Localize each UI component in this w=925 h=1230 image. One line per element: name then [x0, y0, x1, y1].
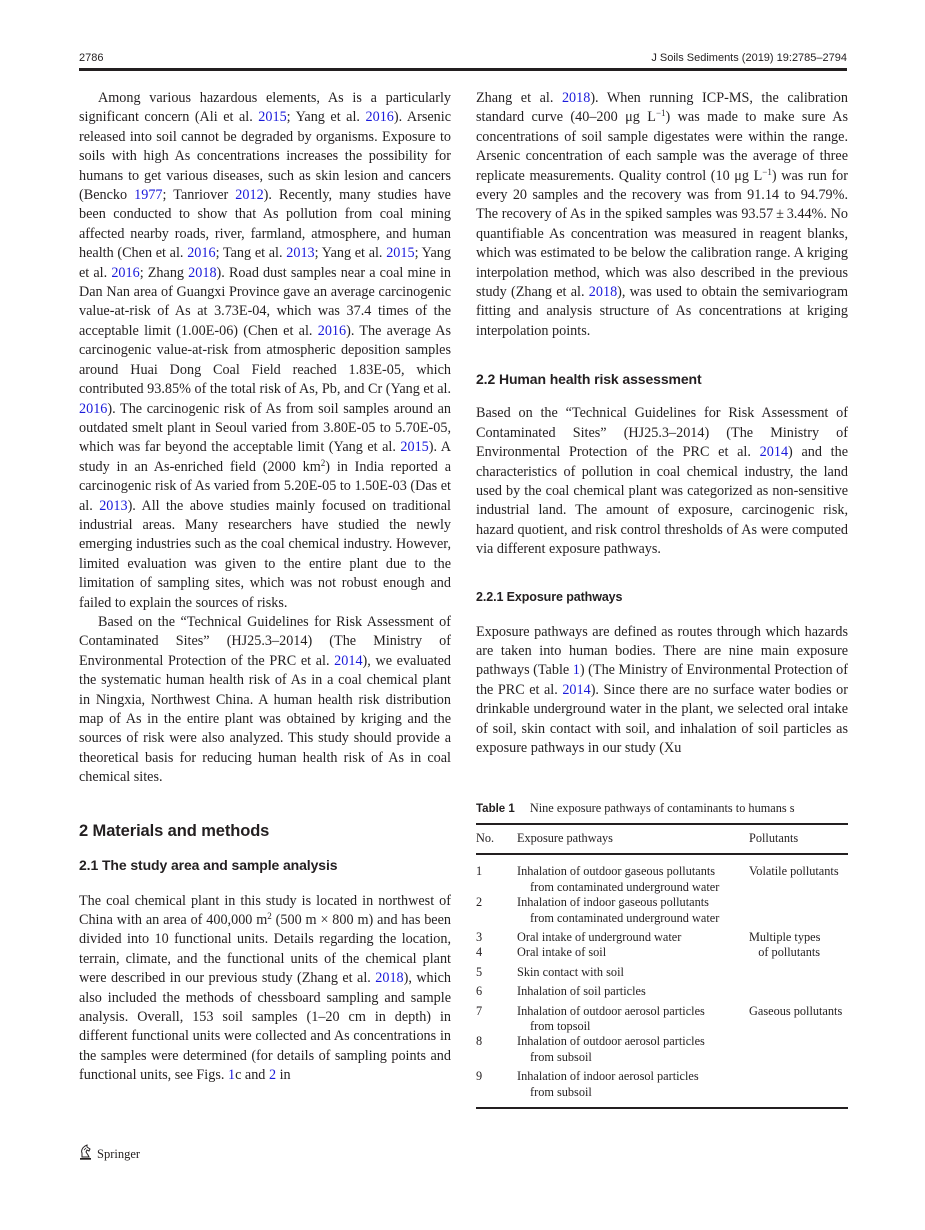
exposure-pathway-cell [517, 965, 749, 980]
citation-link[interactable]: 2016 [79, 400, 108, 417]
pollutant-cell [749, 895, 848, 926]
pathway-line-1: Skin contact with soil [517, 964, 624, 979]
citation-link[interactable]: 1 [227, 1067, 236, 1084]
row-number: 9 [476, 1069, 483, 1084]
sample-analysis-paragraph: Zhang et al. 2018). When running ICP-MS, the calibration standard curve (40–200 μg $L^{-1}$) was made to make sure As concentrations of soil sample digestates were within the range. Arsenic concentration of each sample was the average of three replicate measurements. Quality control (10 μg $L^{-1}$) was run for every 20 samples and the recovery was from 91.14 to 94.79%. The recovery of As in the spiked samples was 93.57 ± 3.44%. No quantifiable As concentration was measured in reagent blanks, which was estimated to be below the calibration range. A kriging interpolation method, which was also described in the previous study (Zhang et al. 2018), was used to obtain the semivariogram fitting and analysis structure of As concentrations at kriging interpolation points. [476, 90, 848, 339]
exposure-pathways-table [476, 825, 848, 853]
table-row [476, 1034, 848, 1065]
right-column [476, 89, 848, 758]
table-row [476, 965, 848, 980]
citation-link[interactable]: 2016 [187, 245, 216, 262]
superscript: 2 [320, 457, 326, 468]
table-caption-text: Nine exposure pathways of contaminants to humans s [529, 801, 795, 815]
row-number: 7 [476, 1003, 483, 1018]
citation-link[interactable]: 2014 [562, 681, 591, 698]
table-header-rule [476, 853, 848, 855]
pathway-line-2: from topsoil [530, 1019, 591, 1034]
pollutant-cell: of pollutants [749, 945, 821, 960]
pathway-line-1: Inhalation of indoor aerosol particles [517, 1069, 699, 1084]
pathway-line-1: Inhalation of outdoor gaseous pollutants [517, 864, 716, 879]
citation-link[interactable]: 2015 [258, 109, 287, 126]
pollutant-cell: Gaseous pollutants [749, 1003, 843, 1018]
pathway-line-1: Inhalation of indoor gaseous pollutants [517, 895, 709, 910]
column-header-no: No. [476, 831, 495, 845]
superscript: 2 [267, 911, 272, 922]
citation-link[interactable]: 2013 [99, 497, 128, 514]
exposure-pathway-cell [517, 1034, 749, 1065]
exposure-pathway-cell [517, 864, 749, 895]
pollutant-cell [749, 1069, 848, 1100]
publisher-name: Springer [97, 1146, 141, 1161]
pathway-line-2: from subsoil [530, 1084, 592, 1099]
row-number: 1 [476, 864, 483, 879]
intro-paragraph-1: Among various hazardous elements, As is a particularly significant concern (Ali et al. 2015; Yang et al. 2016). Arsenic released into soil cannot be degraded by organisms. Exposure to soils with high As concentrations increases the possibility for humans to get various diseases, such as skin lesion and cancers (Bencko 1977; Tanriover 2012). Recently, many studies have been conducted to show that As pollution from coal mining affected nearby roads, river, farmland, atmosphere, and human health (Chen et al. 2016; Tang et al. 2013; Yang et al. 2015; Yang et al. 2016; Zhang 2018). Road dust samples near a coal mine in Dan Nan area of Guangxi Province gave an average carcinogenic value-at-risk of As at 3.73E-04, which was 37.4 times of the acceptable limit (1.00E-06) (Chen et al. 2016). The average As carcinogenic value-at-risk from atmospheric deposition samples around Huai Dong Coal Field reached 1.83E-05, which contributed 93.85% of the total risk of As, Pb, and Cr (Yang et al. 2016). The carcinogenic risk of As from soil samples around an outdated smelt plant in Seoul varied from 3.80E-05 to 5.70E-05, which was far beyond the acceptable limit (Yang et al. 2015). A study in an As-enriched field (2000 $km^2$) in India reported a carcinogenic risk of As varied from 5.20E-05 to 1.50E-03 (Das et al. 2013). All the above studies mainly focused on traditional industrial areas. Many researchers have studied the newly emerging industries such as the coal chemical industry. However, limited evaluation was given to the entire plant due to the limitation of sampling sites, which was not robust enough and failed to explain the sources of risks. [79, 90, 452, 611]
page-footer [79, 1144, 140, 1164]
citation-link[interactable]: 2016 [317, 322, 347, 339]
left-column [79, 89, 451, 1086]
citation-link[interactable]: 1 [572, 662, 580, 679]
citation-link[interactable]: 1977 [134, 187, 163, 204]
pollutant-cell [749, 984, 848, 999]
header-rule [79, 68, 847, 71]
row-number: 8 [476, 1034, 483, 1049]
table-bottom-rule [476, 1107, 848, 1109]
exposure-pathways-table-body [476, 864, 848, 1100]
study-area-paragraph: The coal chemical plant in this study is located in northwest of China with an area of 400,000 $m^2$ (500 m × 800 m) and has been divided into 10 functional units. Details regarding the location, terrain, climate, and the functional units of the chemical plant were described in our previous study (Zhang et al. 2018), which also included the methods of chessboard sampling and sample analysis. Overall, 153 soil samples (1–20 cm in depth) in different functional units were collected and As concentrations in the samples were determined (for details of sampling points and functional units, see Figs. 1c and 2 in [79, 892, 451, 1084]
citation-link[interactable]: 2018 [588, 284, 618, 301]
row-number: 2 [476, 895, 483, 910]
pathway-line-2: from contaminated underground water [530, 910, 720, 925]
section-heading-materials-methods: 2 Materials and methods [79, 821, 270, 840]
pathway-line-2: from contaminated underground water [530, 879, 720, 894]
superscript: −1 [655, 108, 666, 119]
table-row [476, 1069, 848, 1100]
pathway-line-1: Inhalation of outdoor aerosol particles [517, 1003, 705, 1018]
citation-link[interactable]: 2018 [561, 90, 591, 106]
table-row [476, 984, 848, 999]
subsection-heading-risk-assessment: 2.2 Human health risk assessment [476, 371, 702, 388]
pathway-line-1: Inhalation of outdoor aerosol particles [517, 1034, 705, 1049]
exposure-pathway-cell [517, 930, 749, 945]
exposure-pathway-cell [517, 984, 749, 999]
citation-link[interactable]: 2018 [375, 970, 404, 987]
citation-link[interactable]: 2 [268, 1067, 277, 1084]
exposure-pathways-paragraph: Exposure pathways are defined as routes through which hazards are taken into human bodies. There are nine main exposure pathways (Table 1) (The Ministry of Environmental Protection of the PRC et al. 2014). Since there are no surface water bodies or drinkable underground water in the plant, we selected oral intake of soil, skin contact with soil, and inhalation of soil particles as exposure pathways in our study (Xu [476, 623, 848, 756]
table-row [476, 945, 848, 960]
table-label: Table 1 [476, 803, 515, 815]
exposure-pathway-cell [517, 1069, 749, 1100]
column-header-exposure-pathways: Exposure pathways [517, 831, 613, 845]
pollutant-cell: Volatile pollutants [749, 864, 839, 879]
intro-paragraph-2: Based on the “Technical Guidelines for Risk Assessment of Contaminated Sites” (HJ25.3–2014) (The Ministry of Environmental Protection of the PRC et al. 2014), we evaluated the systematic human health risk of As in a coal chemical plant in Ningxia, Northwest China. A human health risk distribution map of As in the entire plant was obtained by kriging and the sources of risk were also analyzed. This study should provide a theoretical basis for reducing human health risk of As in coal chemical sites. [79, 613, 451, 786]
row-number: 3 [476, 930, 483, 945]
column-header-pollutants: Pollutants [749, 831, 799, 845]
exposure-pathway-cell [517, 945, 749, 960]
citation-link[interactable]: 2013 [286, 245, 315, 262]
table-row [476, 1004, 848, 1035]
table-header-row [476, 825, 848, 853]
exposure-pathway-cell [517, 1004, 749, 1035]
citation-link[interactable]: 2016 [365, 109, 394, 126]
pollutant-cell [749, 965, 848, 980]
pathway-line-1: Inhalation of soil particles [517, 984, 646, 999]
citation-link[interactable]: 2014 [334, 652, 363, 669]
pathway-line-2: from subsoil [530, 1049, 592, 1064]
row-number: 6 [476, 984, 483, 999]
table-row [476, 895, 848, 926]
springer-horse-logo-icon [79, 1144, 93, 1164]
citation-link[interactable]: 2018 [188, 264, 217, 281]
journal-reference: J Soils Sediments (2019) 19:2785–2794 [651, 52, 847, 64]
table-caption [476, 800, 848, 817]
page-number: 2786 [79, 52, 104, 64]
subsection-heading-study-area: 2.1 The study area and sample analysis [79, 856, 338, 873]
citation-link[interactable]: 2012 [235, 187, 264, 204]
row-number: 4 [476, 945, 483, 960]
risk-assessment-paragraph: Based on the “Technical Guidelines for Risk Assessment of Contaminated Sites” (HJ25.3–2014) (The Ministry of Environmental Protection of the PRC et al. 2014) and the characteristics of pollution in coal chemical industry, the land used by the coal chemical plant was categorized as non-sensitive industrial land. The amount of exposure, carcinogenic risk, hazard quotient, and risk control thresholds of As were computed via different exposure pathways. [476, 405, 849, 558]
pollutant-cell: Multiple types [749, 930, 821, 945]
citation-link[interactable]: 2014 [759, 444, 789, 461]
table-1 [476, 800, 848, 1109]
superscript: −1 [762, 166, 772, 177]
citation-link[interactable]: 2015 [400, 439, 429, 456]
pollutant-cell [749, 1034, 848, 1065]
exposure-pathway-cell [517, 895, 749, 926]
citation-link[interactable]: 2016 [111, 264, 140, 281]
subsubsection-heading-exposure-pathways: 2.2.1 Exposure pathways [476, 589, 623, 604]
row-number: 5 [476, 964, 483, 979]
pathway-line-1: Oral intake of underground water [517, 930, 682, 945]
table-row [476, 864, 848, 895]
pathway-line-1: Oral intake of soil [517, 945, 607, 960]
citation-link[interactable]: 2015 [386, 245, 415, 262]
table-row [476, 930, 848, 945]
